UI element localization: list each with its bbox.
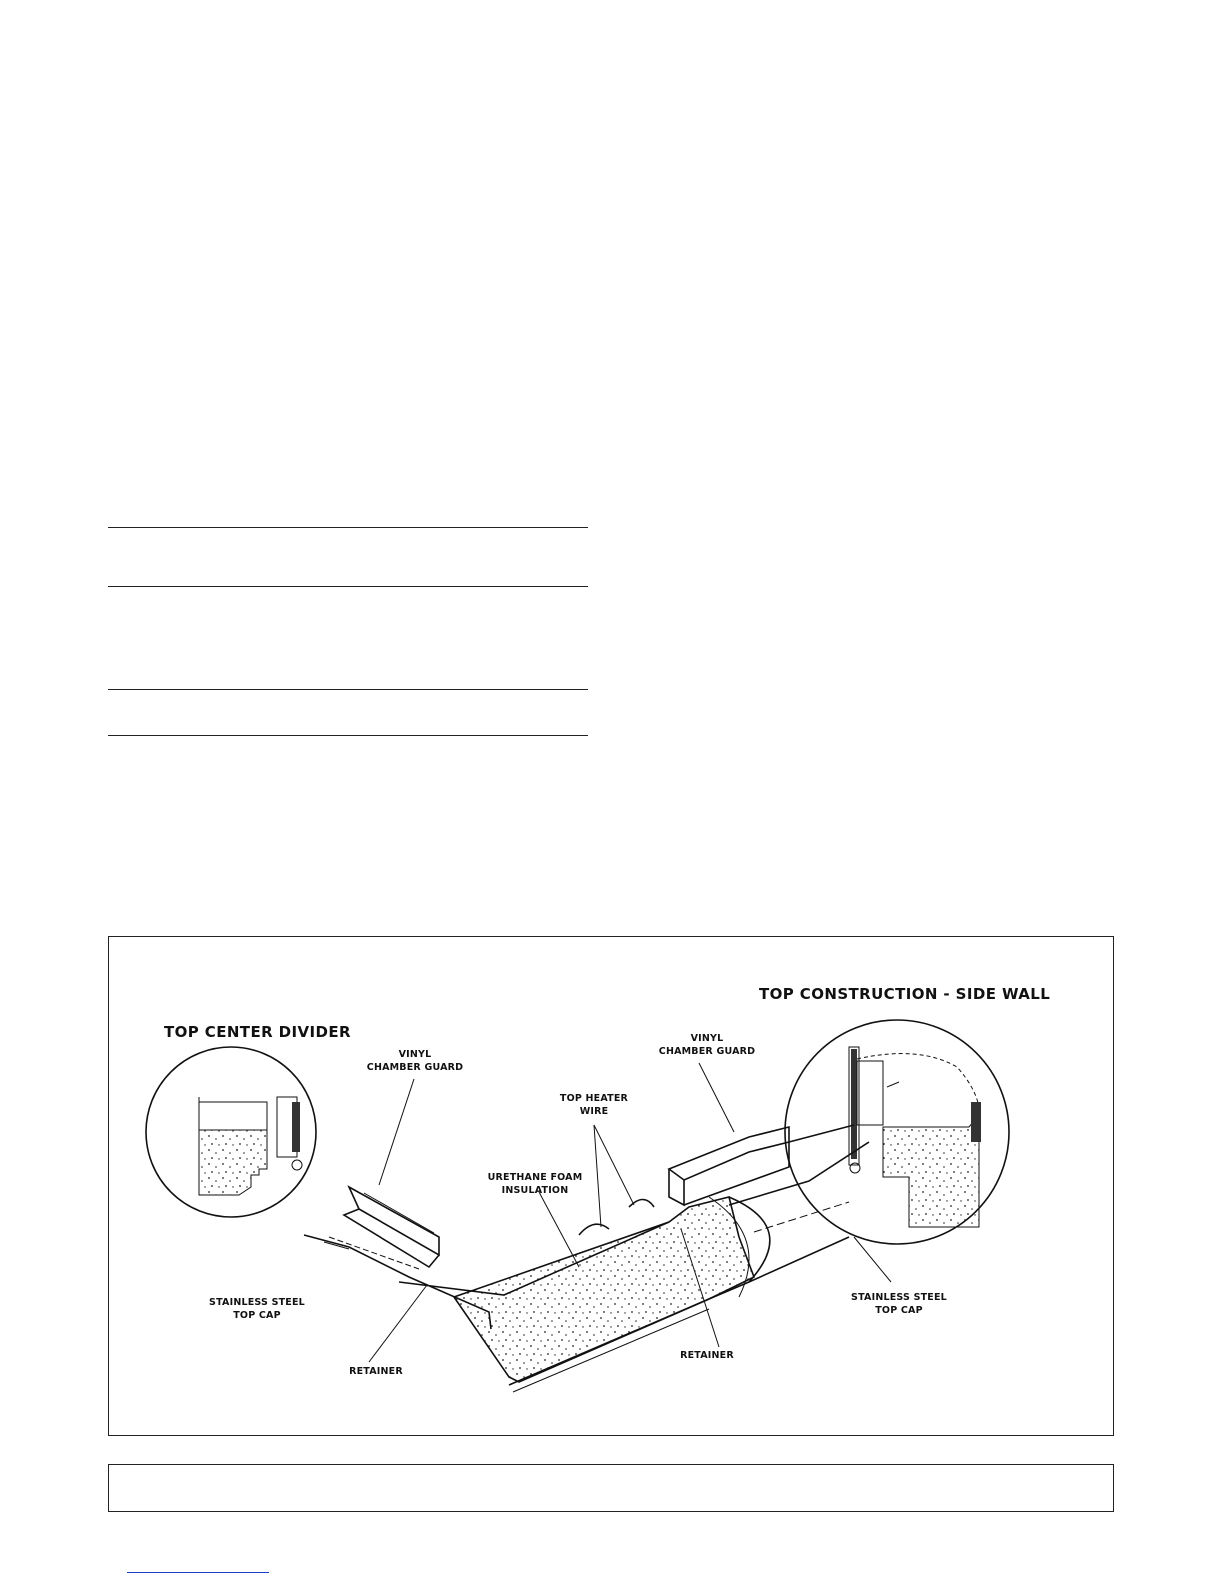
label-steel-right-2: TOP CAP (875, 1305, 923, 1316)
label-heater-2: WIRE (579, 1106, 609, 1117)
table-rule-2 (108, 586, 588, 587)
table-rule-3 (108, 689, 588, 690)
table-rule-4 (108, 735, 588, 736)
label-vinyl-left-2: CHAMBER GUARD (366, 1062, 464, 1073)
label-steel-left-2: TOP CAP (233, 1310, 281, 1321)
label-vinyl-left-1: VINYL (398, 1049, 432, 1060)
label-foam-2: INSULATION (501, 1185, 569, 1196)
label-steel-left-1: STAINLESS STEEL (209, 1297, 305, 1308)
label-heater-1: TOP HEATER (559, 1093, 629, 1104)
label-retainer-right: RETAINER (680, 1350, 734, 1361)
label-foam-1: URETHANE FOAM (487, 1172, 583, 1183)
heater-wire (579, 1200, 654, 1236)
title-side-wall: TOP CONSTRUCTION - SIDE WALL (759, 985, 1051, 1003)
side-wall-detail (785, 1020, 1009, 1244)
label-retainer-left: RETAINER (349, 1366, 403, 1377)
foam-panel (399, 1197, 754, 1392)
title-center-divider: TOP CENTER DIVIDER (164, 1023, 351, 1041)
footer-link[interactable] (127, 1572, 269, 1573)
label-vinyl-right-2: CHAMBER GUARD (658, 1046, 756, 1057)
label-steel-right-1: STAINLESS STEEL (851, 1292, 947, 1303)
figure-frame (108, 936, 1114, 1436)
caption-box (108, 1464, 1114, 1512)
table-rule-1 (108, 527, 588, 528)
top-construction-diagram (109, 937, 1115, 1437)
label-vinyl-right-1: VINYL (690, 1033, 724, 1044)
center-divider-detail (146, 1047, 316, 1217)
